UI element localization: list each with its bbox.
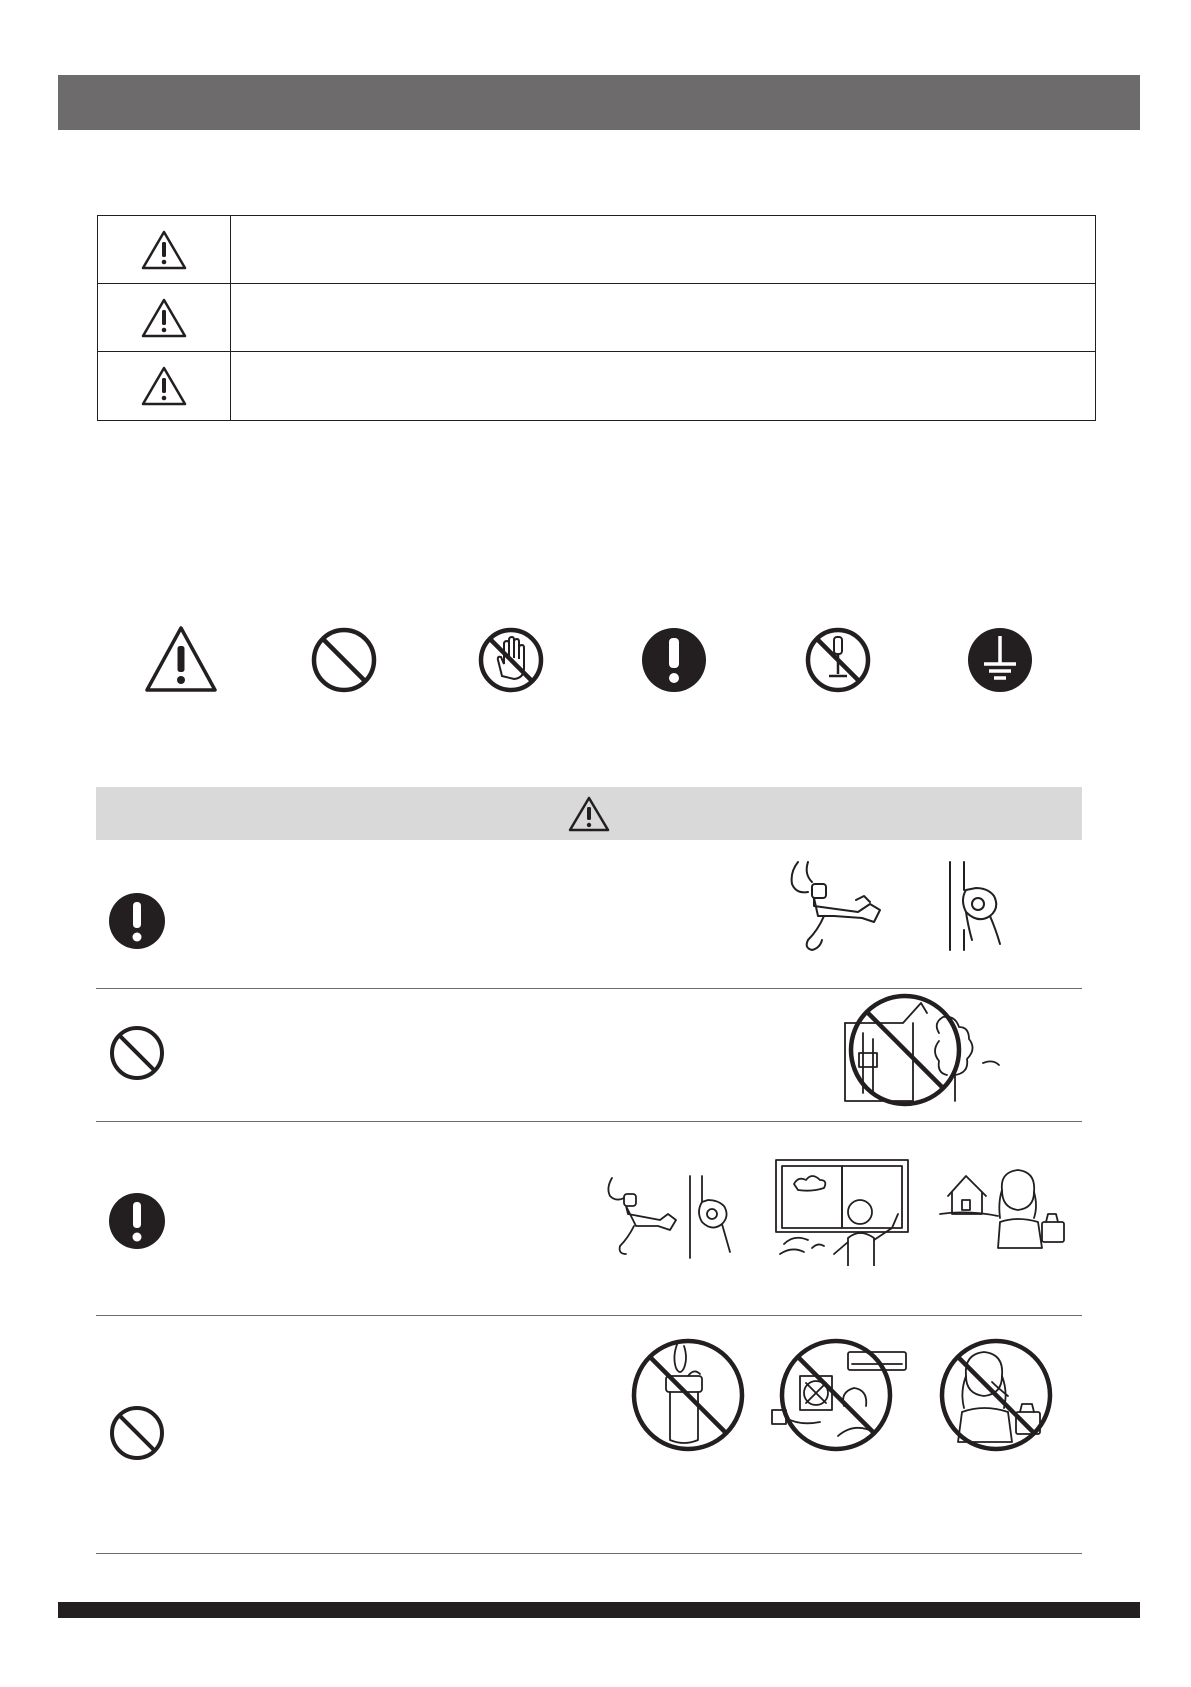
warning-triangle-icon [141,297,187,339]
mandatory-action-icon [108,1192,166,1250]
signal-text-cell [232,352,1095,420]
prohibition-icon [307,624,381,694]
no-phone-near-leak-illustration [936,1336,1056,1454]
row-divider [96,1121,1082,1122]
signal-row-1 [98,216,1095,284]
signal-icon-cell [98,352,231,420]
no-electrical-switches-illustration [770,1336,910,1454]
do-not-touch-icon [474,624,548,694]
warning-triangle-icon [568,795,610,833]
prohibited-outdoor-installation-illustration [843,993,1003,1111]
warning-triangle-icon [141,365,187,407]
signal-icon-cell [98,216,231,283]
mandatory-action-icon [637,624,711,694]
prohibition-icon [108,1404,166,1462]
closing-valves-illustration [598,1172,738,1262]
hand-on-gas-pipe-valve-illustration [930,860,1020,955]
ground-connection-icon [963,624,1037,694]
row-divider [96,1315,1082,1316]
row-divider [96,988,1082,989]
row-divider [96,1553,1082,1554]
signal-icon-cell [98,284,231,351]
opening-window-illustration [774,1158,910,1266]
signal-row-3 [98,352,1095,420]
signal-text-cell [232,284,1095,351]
signal-row-2 [98,284,1095,352]
mandatory-action-icon [108,892,166,950]
warning-banner [96,787,1082,840]
signal-word-table [97,215,1096,421]
prohibition-icon [108,1024,166,1082]
do-not-disassemble-icon [801,624,875,694]
hand-turning-faucet-illustration [778,860,898,955]
signal-text-cell [232,216,1095,283]
calling-from-outside-illustration [938,1162,1068,1252]
warning-triangle-icon [141,229,187,271]
header-bar [58,75,1140,130]
warning-triangle-icon [144,624,218,694]
footer-bar [58,1602,1140,1618]
no-open-flame-illustration [628,1336,748,1454]
